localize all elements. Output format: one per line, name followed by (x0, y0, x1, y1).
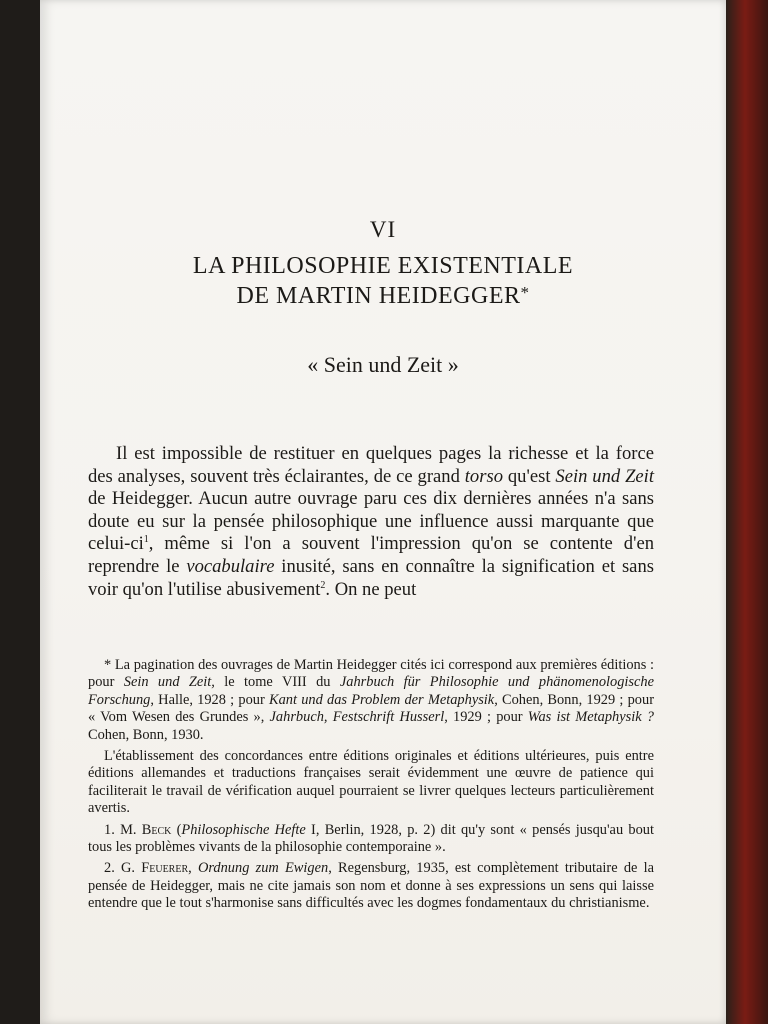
fn-star-text-f: Cohen, Bonn, 1930. (88, 726, 204, 743)
title-footnote-mark: * (520, 283, 530, 302)
fn1-open: ( (171, 821, 182, 838)
fn-star-italic-a: Sein und Zeit, (123, 674, 215, 691)
fn-star-text-c: , Halle, 1928 ; pour (150, 691, 269, 708)
body-text-6: . On ne peut (325, 578, 417, 600)
body-text-3: de Heidegger. Aucun autre ouvrage paru ces dix dernières années n'a sans doute eu sur la pensée philosophique une influence aussi marquante que celui-ci (88, 488, 654, 555)
footnote-2 (88, 860, 654, 912)
fn2-work: Ordnung zum Ewigen (197, 860, 329, 877)
fn1-author: Beck (141, 821, 172, 838)
fn-star-text-a: * La pagination des ouvrages de Martin Heidegger cités ici correspond aux premières éditions : pour (88, 657, 654, 691)
fn-star-italic-c: Kant und das Problem der Metaphysik (268, 691, 495, 708)
chapter-subtitle: « Sein und Zeit » (307, 352, 459, 377)
body-text-1: Il est impossible de restituer en quelques pages la richesse et la force des analyses, souvent très éclairantes, de ce grand (88, 443, 654, 487)
fn-star-text-b: le tome VIII du (214, 674, 340, 691)
footnotes (88, 657, 654, 917)
body-italic-sein-und-zeit: Sein und Zeit (555, 465, 654, 487)
fn-star-text-d: , Cohen, Bonn, 1929 ; pour « Vom Wesen des Grundes », (88, 691, 654, 726)
fn-star-text-e: , 1929 ; pour (444, 709, 528, 726)
chapter-title-line-1: LA PHILOSOPHIE EXISTENTIALE (192, 253, 574, 279)
body-italic-torso: torso (464, 465, 503, 487)
fn2-rest: , Regensburg, 1935, est complètement tributaire de la pensée de Heidegger, mais ne cite jamais son nom et donne à ses expressions un sens qui laisse entendre que le tout s'harmonise sans difficultés avec les dogmes fondamentaux du christianisme. (88, 860, 655, 912)
chapter-number: VI (369, 217, 397, 242)
footnote-star-second: L'établissement des concordances entre éditions originales et éditions ultérieures, puis entre éditions allemandes et traductions françaises serait évidemment une œuvre de patience qui faciliterait le travail de vérification auquel pourraient se livrer quelques lecteurs particulièrement avertis. (88, 748, 654, 817)
fn-star-italic-b: Jahrbuch für Philosophie und phänomenologische Forschung (88, 674, 654, 708)
chapter-title-line-2-text: DE MARTIN HEIDEGGER (236, 283, 521, 309)
fn2-number: 2. G. (104, 860, 142, 877)
body-text-4: , même si l'on a souvent l'impression qu'on se contente d'en reprendre le (88, 533, 654, 577)
fn1-work: Philosophische Hefte (181, 821, 306, 838)
body-italic-vocabulaire: vocabulaire (186, 555, 275, 577)
book-edge (726, 0, 768, 1024)
body-paragraph (88, 443, 654, 601)
footnote-1 (88, 822, 654, 857)
footnote-star (88, 657, 654, 744)
footnote-ref-1: 1 (143, 534, 149, 546)
chapter-title-line-2 (40, 283, 726, 310)
fn2-author: Feuerer (141, 860, 189, 877)
fn-star-italic-e: Was ist Metaphysik ? (527, 709, 654, 726)
body-text-5: inusité, sans en connaître la signification et sans voir qu'on l'utilise abusivement (88, 555, 654, 600)
footnote-ref-2: 2 (320, 579, 326, 591)
body-text-2: qu'est (503, 465, 556, 487)
fn1-number: 1. M. (104, 821, 142, 838)
fn1-rest: I, Berlin, 1928, p. 2) dit qu'y sont « pensés jusqu'au bout tous les problèmes vivants de la philosophie contemporaine ». (88, 821, 654, 856)
fn-star-italic-d: Jahrbuch, Festschrift Husserl (269, 709, 445, 726)
fn2-sep: , (188, 860, 198, 877)
